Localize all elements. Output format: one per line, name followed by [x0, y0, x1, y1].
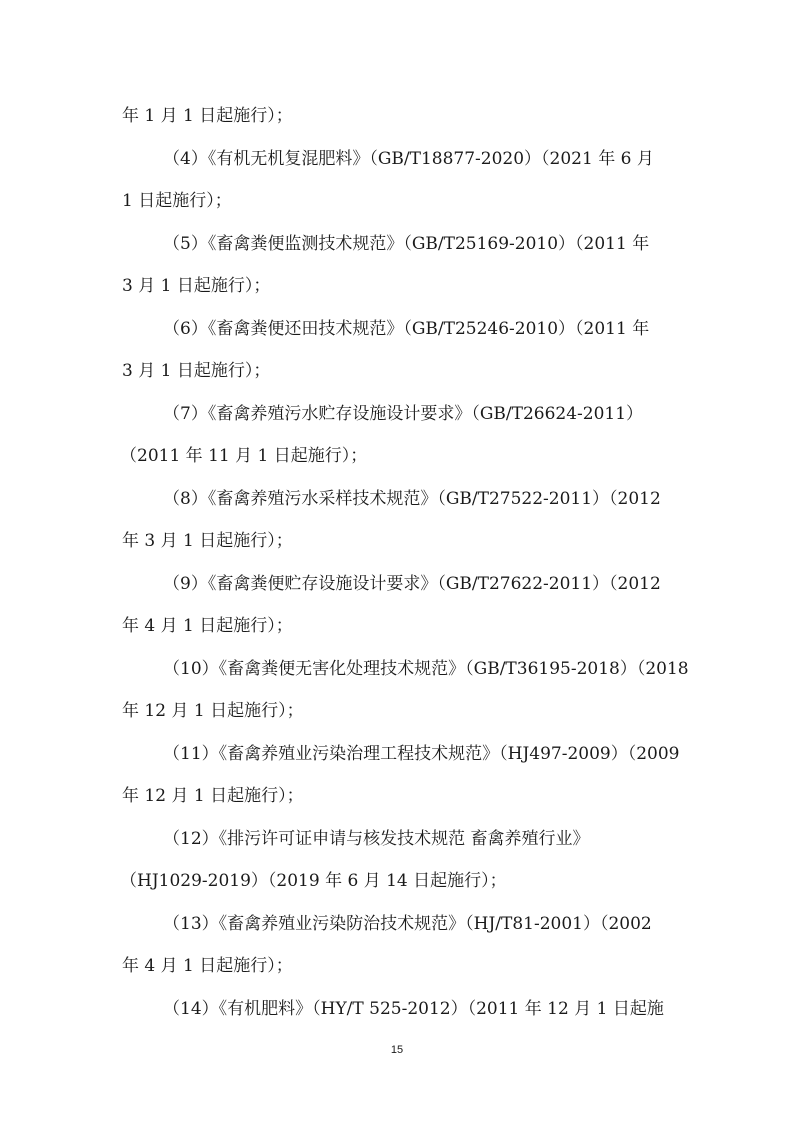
- text-line: （12）《排污许可证申请与核发技术规范 畜禽养殖行业》: [163, 829, 590, 849]
- text-line: （13）《畜禽养殖业污染防治技术规范》（HJ/T81-2001）（2002: [163, 914, 652, 934]
- text-line: （9）《畜禽粪便贮存设施设计要求》（GB/T27622-2011）（2012: [163, 574, 661, 594]
- text-line: （HJ1029-2019）（2019 年 6 月 14 日起施行）；: [120, 871, 507, 891]
- text-line: （5）《畜禽粪便监测技术规范》（GB/T25169-2010）（2011 年: [163, 234, 650, 254]
- text-line: 年 3 月 1 日起施行）；: [122, 531, 293, 551]
- text-line: 3 月 1 日起施行）；: [122, 361, 271, 381]
- text-line: 1 日起施行）；: [122, 191, 232, 211]
- text-line: 年 1 月 1 日起施行）；: [122, 106, 293, 126]
- text-line: （2011 年 11 月 1 日起施行）；: [120, 446, 368, 466]
- text-line: 3 月 1 日起施行）；: [122, 276, 271, 296]
- text-line: 年 12 月 1 日起施行）；: [122, 786, 304, 806]
- text-line: （10）《畜禽粪便无害化处理技术规范》（GB/T36195-2018）（2018: [163, 659, 689, 679]
- text-line: 年 12 月 1 日起施行）；: [122, 701, 304, 721]
- text-line: 年 4 月 1 日起施行）；: [122, 616, 293, 636]
- text-line: （8）《畜禽养殖污水采样技术规范》（GB/T27522-2011）（2012: [163, 489, 661, 509]
- text-line: （11）《畜禽养殖业污染治理工程技术规范》（HJ497-2009）（2009: [163, 744, 680, 764]
- page-number: 15: [390, 1044, 404, 1056]
- text-line: （14）《有机肥料》（HY/T 525-2012）（2011 年 12 月 1 日起施: [163, 999, 664, 1019]
- text-line: （6）《畜禽粪便还田技术规范》（GB/T25246-2010）（2011 年: [163, 319, 650, 339]
- text-line: （4）《有机无机复混肥料》（GB/T18877-2020）（2021 年 6 月: [163, 149, 654, 169]
- text-line: 年 4 月 1 日起施行）；: [122, 956, 293, 976]
- text-line: （7）《畜禽养殖污水贮存设施设计要求》（GB/T26624-2011）: [163, 404, 644, 424]
